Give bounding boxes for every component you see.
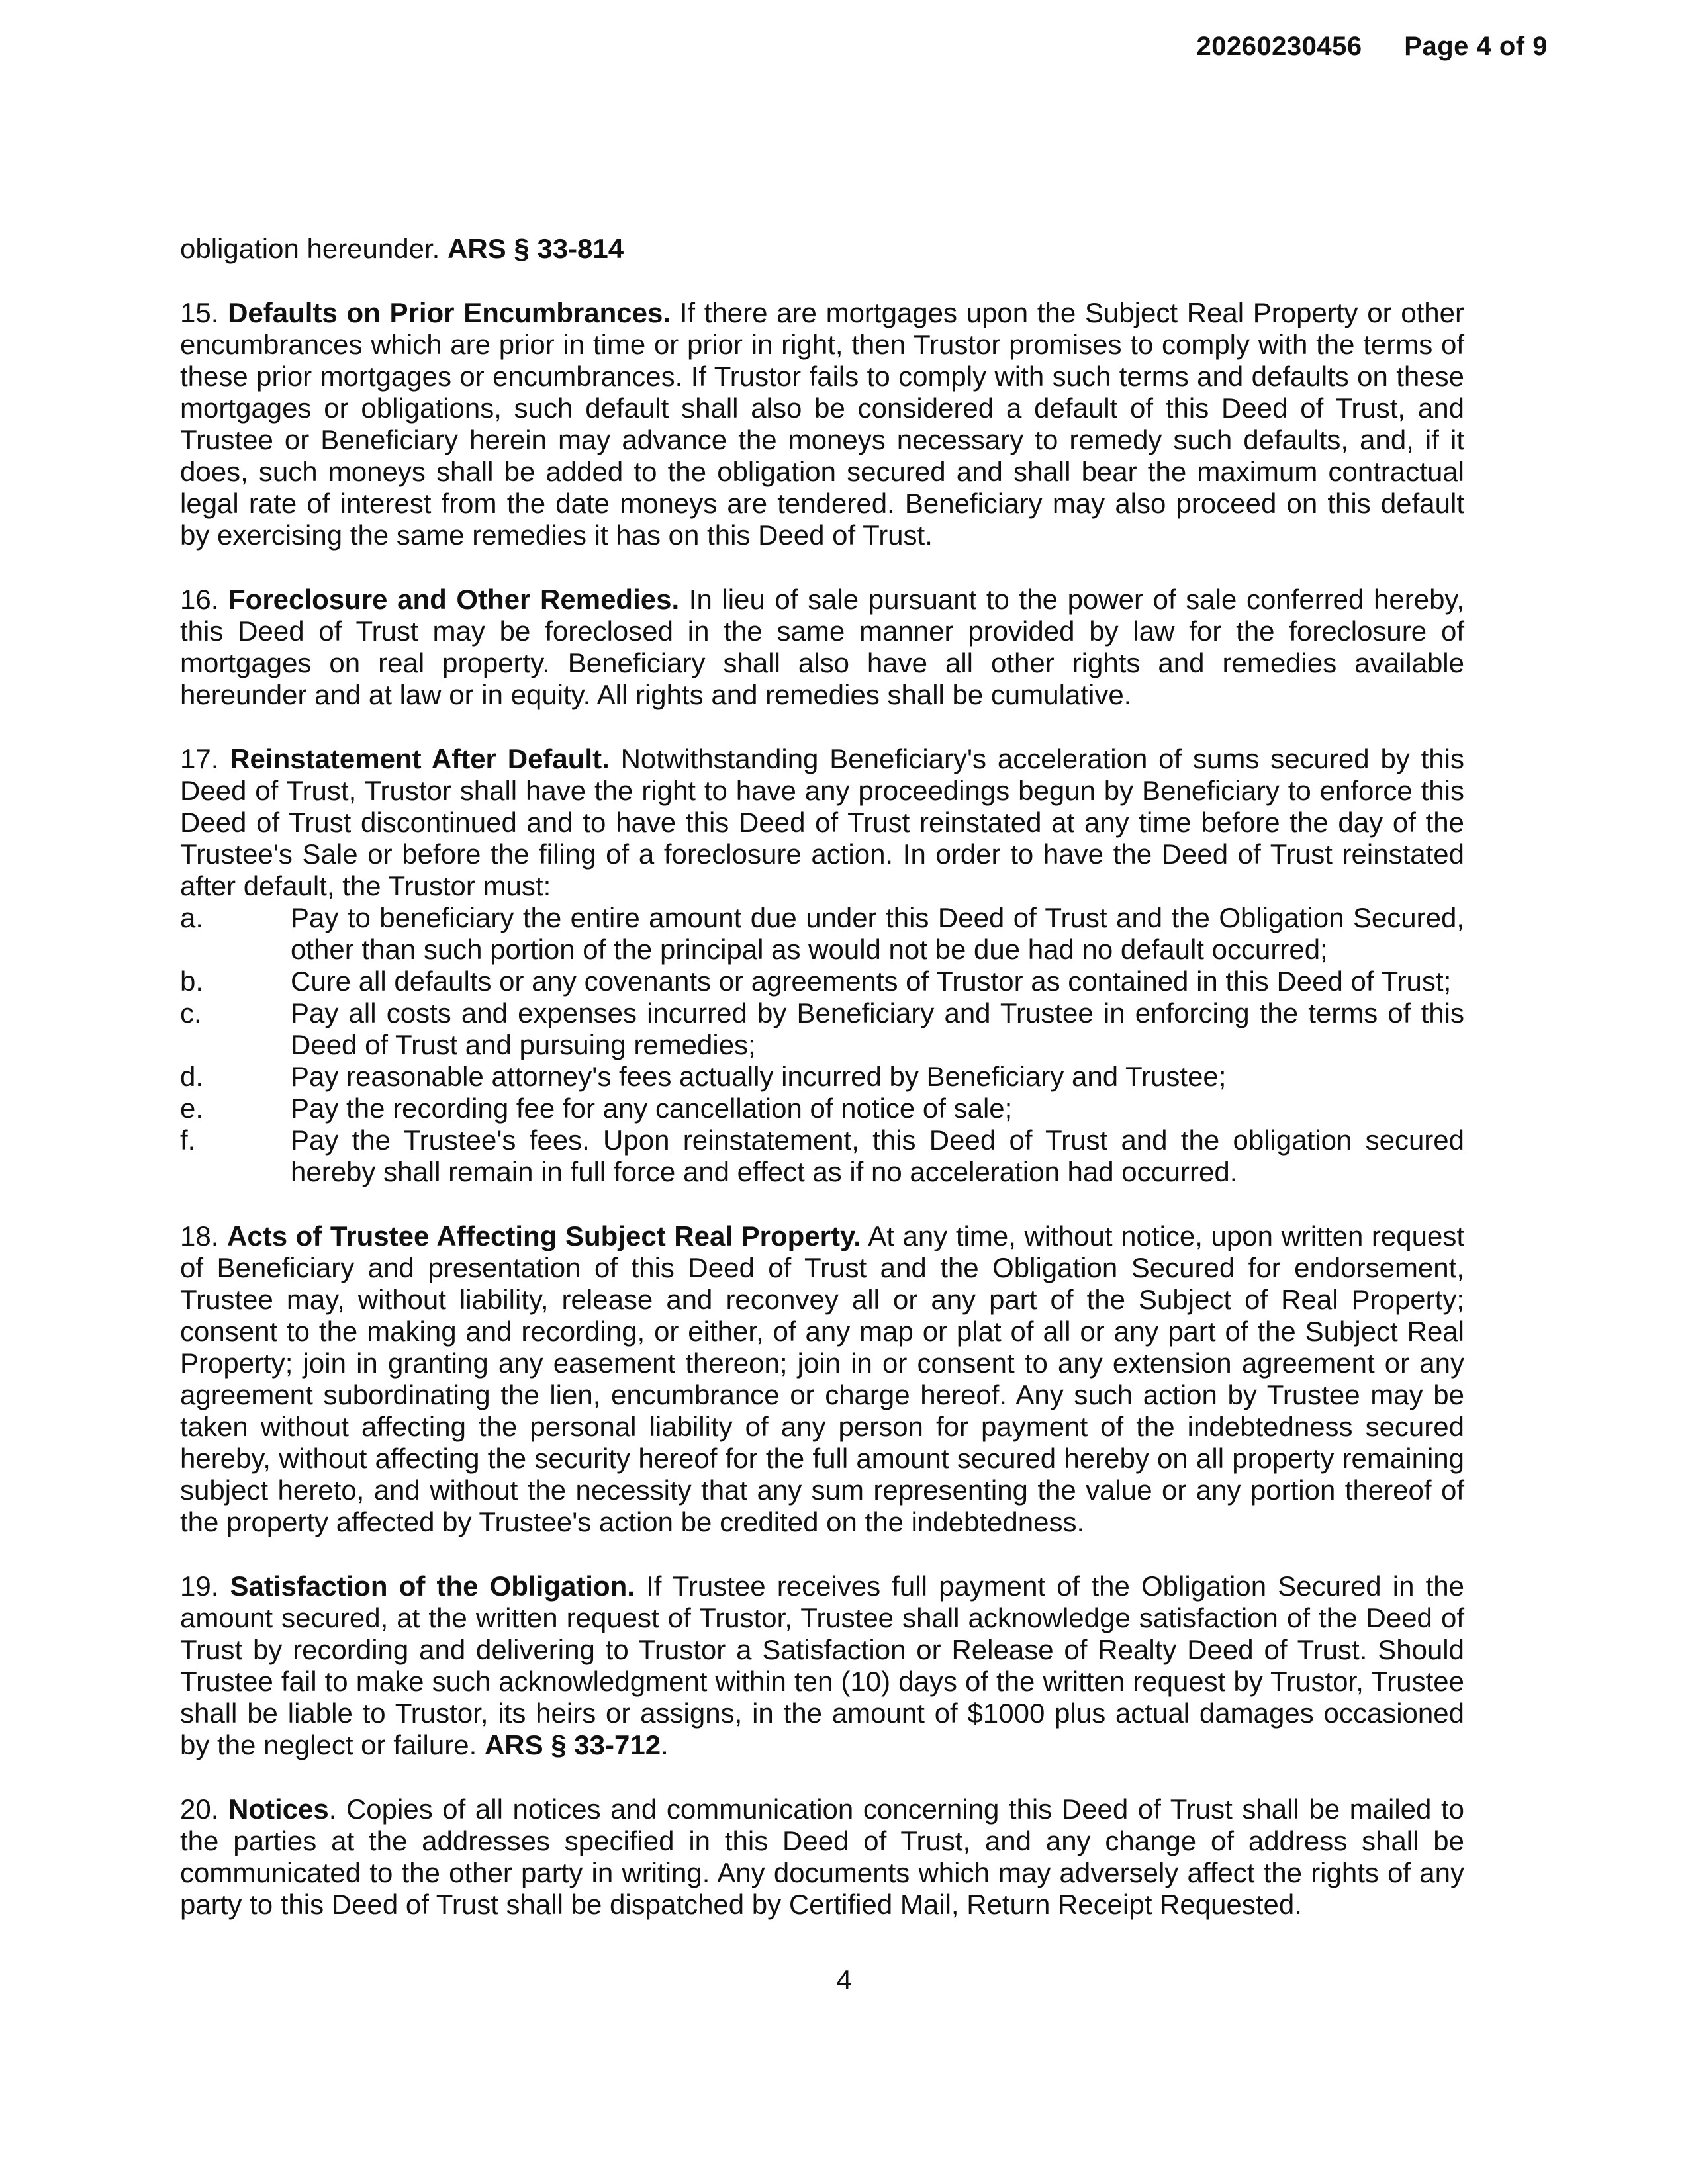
section-text-tail: . <box>661 1729 669 1760</box>
document-number: 20260230456 <box>1196 32 1362 61</box>
section-number: 17. <box>180 743 230 774</box>
section-title: Notices <box>228 1794 329 1825</box>
section-number: 16. <box>180 584 229 615</box>
statute-citation: ARS § 33-814 <box>447 233 624 264</box>
statute-citation: ARS § 33-712 <box>484 1729 661 1760</box>
list-marker: a. <box>180 902 204 933</box>
section-text: In lieu of sale pursuant to the power of sale conferred hereby, this Deed of Trust may be foreclosed in the same manner provided by law for the foreclosure of mortgages on real property. Beneficiary shall also have all other rights and remedies available hereunder and at law or in equity. All rights and remedies shall be cumulative. <box>180 584 1464 710</box>
page-header <box>1196 32 1548 62</box>
list-item <box>180 1061 1464 1093</box>
list-item-text: Pay the Trustee's fees. Upon reinstatement, this Deed of Trust and the obligation secured hereby shall remain in full force and effect as if no acceleration had occurred. <box>291 1124 1464 1187</box>
section-number: 19. <box>180 1570 230 1602</box>
list-item-text: Pay to beneficiary the entire amount due under this Deed of Trust and the Obligation Secured, other than such portion of the principal as would not be due had no default occurred; <box>291 902 1464 965</box>
section-18 <box>180 1220 1464 1538</box>
section-text: Notwithstanding Beneficiary's acceleration of sums secured by this Deed of Trust, Trustor shall have the right to have any proceedings begun by Beneficiary to enforce this Deed of Trust discontinued and to have this Deed of Trust reinstated at any time before the day of the Trustee's Sale or before the filing of a foreclosure action. In order to have the Deed of Trust reinstated after default, the Trustor must: <box>180 743 1464 901</box>
section-title: Reinstatement After Default. <box>230 743 610 774</box>
section-title: Satisfaction of the Obligation. <box>230 1570 635 1602</box>
reinstatement-requirements-list <box>180 902 1464 1188</box>
section-16 <box>180 584 1464 711</box>
list-item-text: Pay reasonable attorney's fees actually incurred by Beneficiary and Trustee; <box>291 1061 1227 1092</box>
list-item <box>180 902 1464 966</box>
list-item <box>180 1093 1464 1124</box>
list-marker: e. <box>180 1093 204 1124</box>
page-number: 4 <box>836 1964 852 1995</box>
section-text: At any time, without notice, upon written request of Beneficiary and presentation of this Deed of Trust and the Obligation Secured for endorsement, Trustee may, without liability, release and reconvey all or any part of the Subject of Real Property; consent to the making and recording, or either, of any map or plat of all or any part of the Subject Real Property; join in granting any easement thereon; join in or consent to any extension agreement or any agreement subordinating the lien, encumbrance or charge hereof. Any such action by Trustee may be taken without affecting the personal liability of any person for payment of the indebtedness secured hereby, without affecting the security hereof for the full amount secured hereby on all property remaining subject hereto, and without the necessity that any sum representing the value or any portion thereof of the property affected by Trustee's action be credited on the indebtedness. <box>180 1220 1465 1537</box>
list-item <box>180 997 1464 1061</box>
document-body <box>180 233 1464 1953</box>
continued-text: obligation hereunder. <box>180 233 447 264</box>
list-item-text: Pay the recording fee for any cancellation of notice of sale; <box>291 1093 1013 1124</box>
list-marker: f. <box>180 1124 196 1156</box>
list-item <box>180 966 1464 997</box>
list-marker: d. <box>180 1061 204 1092</box>
section-17 <box>180 743 1464 902</box>
list-marker: c. <box>180 997 202 1028</box>
list-item-text: Pay all costs and expenses incurred by Beneficiary and Trustee in enforcing the terms of this Deed of Trust and pursuing remedies; <box>291 997 1464 1060</box>
list-item <box>180 1124 1464 1188</box>
section-number: 20. <box>180 1794 228 1825</box>
section-title: Acts of Trustee Affecting Subject Real Property. <box>227 1220 861 1251</box>
section-number: 15. <box>180 297 228 328</box>
section-20 <box>180 1794 1464 1921</box>
section-title: Foreclosure and Other Remedies. <box>228 584 680 615</box>
list-item-text: Cure all defaults or any covenants or agreements of Trustor as contained in this Deed of Trust; <box>291 966 1452 997</box>
section-number: 18. <box>180 1220 228 1251</box>
section-title: Defaults on Prior Encumbrances. <box>228 297 671 328</box>
section-text: If there are mortgages upon the Subject Real Property or other encumbrances which are prior in time or prior in right, then Trustor promises to comply with the terms of these prior mortgages or encumbrances. If Trustor fails to comply with such terms and defaults on these mortgages or obligations, such default shall also be considered a default of this Deed of Trust, and Trustee or Beneficiary herein may advance the moneys necessary to remedy such defaults, and, if it does, such moneys shall be added to the obligation secured and shall bear the maximum contractual legal rate of interest from the date moneys are tendered. Beneficiary may also proceed on this default by exercising the same remedies it has on this Deed of Trust. <box>180 297 1464 551</box>
section-text: . Copies of all notices and communication concerning this Deed of Trust shall be mailed to the parties at the addresses specified in this Deed of Trust, and any change of address shall be communicated to the other party in writing. Any documents which may adversely affect the rights of any party to this Deed of Trust shall be dispatched by Certified Mail, Return Receipt Requested. <box>180 1794 1464 1920</box>
section-15 <box>180 297 1464 551</box>
section-19 <box>180 1570 1464 1761</box>
continued-paragraph <box>180 233 1464 265</box>
page-indicator: Page 4 of 9 <box>1404 32 1548 61</box>
list-marker: b. <box>180 966 204 997</box>
section-text: If Trustee receives full payment of the Obligation Secured in the amount secured, at the written request of Trustor, Trustee shall acknowledge satisfaction of the Deed of Trust by recording and delivering to Trustor a Satisfaction or Release of Realty Deed of Trust. Should Trustee fail to make such acknowledgment within ten (10) days of the written request by Trustor, Trustee shall be liable to Trustor, its heirs or assigns, in the amount of $1000 plus actual damages occasioned by the neglect or failure. <box>180 1570 1465 1760</box>
